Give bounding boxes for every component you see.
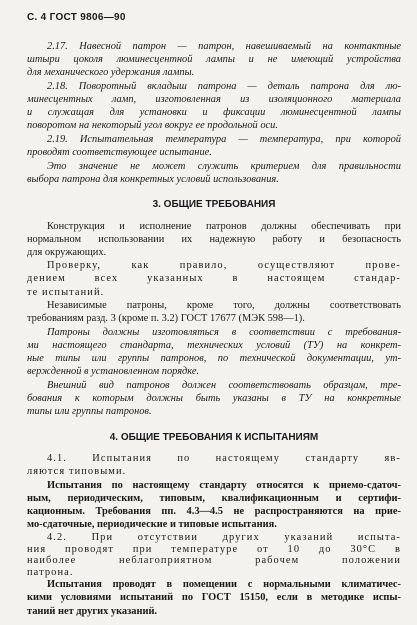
text-line: ния проводят при температуре от 10 до 30°С в xyxy=(27,543,401,555)
definition-2-19 xyxy=(27,133,401,159)
text-line: 2.18. Поворотный вкладыш патрона — деталь патрона для лю- xyxy=(47,80,401,92)
text-line: Независимые патроны, кроме того, должны соответствовать xyxy=(47,300,401,312)
text-line: Конструкция и исполнение патронов должны обеспечивать при xyxy=(47,220,401,232)
text-line: 4.2. При отсутствии других указаний испыта- xyxy=(47,532,401,544)
text-line: для окружающих. xyxy=(27,246,107,258)
text-line: мо-сдаточные, периодические и типовые испытания. xyxy=(27,519,277,531)
section-3-paragraph-4 xyxy=(27,326,401,378)
text-line: минесцентных ламп, изготовленная из изоляционного материала xyxy=(27,93,401,105)
section-4-paragraph-1 xyxy=(27,452,401,478)
section-4-title: 4. ОБЩИЕ ТРЕБОВАНИЯ К ИСПЫТАНИЯМ xyxy=(109,431,319,443)
text-line: 4.1. Испытания по настоящему стандарту яв- xyxy=(47,453,401,465)
text-line: патрона. xyxy=(27,566,74,578)
section-4-paragraph-4 xyxy=(27,578,401,617)
text-line: наиболее неблагоприятном рабочем положении xyxy=(27,555,401,567)
section-3-title: 3. ОБЩИЕ ТРЕБОВАНИЯ xyxy=(152,198,276,210)
text-line: типы или группы патронов. xyxy=(27,406,152,418)
text-line: кационным. Требования пп. 4.3—4.5 не распространяются на прие- xyxy=(27,505,401,517)
section-3-paragraph-5 xyxy=(27,379,401,418)
definition-2-18 xyxy=(27,80,401,132)
text-line: Это значение не может служить критерием для правильности xyxy=(47,160,401,172)
section-3-paragraph-1 xyxy=(27,220,401,259)
text-line: вержденной в установленном порядке. xyxy=(27,366,200,378)
definition-2-17 xyxy=(27,40,401,79)
text-line: ми настоящего стандарта, технических условий (ТУ) на конкрет- xyxy=(27,339,401,351)
section-4-paragraph-3 xyxy=(27,532,401,578)
text-line: 2.17. Навесной патрон — патрон, навешиваемый на контактные xyxy=(47,41,401,52)
text-line: и служащая для установки и фиксации люминесцентной лампы xyxy=(27,106,401,118)
text-line: Испытания проводят в помещении с нормальными климатичес- xyxy=(47,579,401,591)
text-line: ным, периодическим, типовым, квалификационным и сертифи- xyxy=(27,492,401,504)
text-line: выбора патрона для конкретных условий использования. xyxy=(27,173,279,185)
section-3-paragraph-3 xyxy=(27,299,401,325)
text-line: те испытаний. xyxy=(27,286,105,298)
text-line: кими условиями испытаний по ГОСТ 15150, если в методике испы- xyxy=(27,592,401,604)
text-line: 2.19. Испытательная температура — температура, при которой xyxy=(47,134,401,146)
text-line: ные типы или группы патронов, по технической документации, ут- xyxy=(27,352,401,364)
text-line: проводят соответствующее испытание. xyxy=(27,147,212,159)
text-line: для механического удержания лампы. xyxy=(27,67,195,79)
text-line: требованиям разд. 3 (кроме п. 3.2) ГОСТ 17677 (МЭК 598—1). xyxy=(27,313,305,325)
text-line: нормальном использовании их надежную работу и безопасность xyxy=(27,233,401,245)
text-line: бования к которым должны быть указаны в ТУ на конкретные xyxy=(27,393,401,405)
text-line: ляются типовыми. xyxy=(27,466,127,478)
definition-note xyxy=(27,160,401,186)
section-4-paragraph-2 xyxy=(27,479,401,531)
text-line: поворотом на некоторый угол вокруг ее продольной оси. xyxy=(27,119,278,131)
text-line: дением всех указанных в настоящем стандар- xyxy=(27,273,401,285)
text-line: Патроны должны изготовляться в соответствии с требования- xyxy=(47,326,401,338)
section-3-paragraph-2 xyxy=(27,259,401,298)
text-line: Испытания по настоящему стандарту относятся к приемо-сдаточ- xyxy=(47,479,401,491)
text-line: Внешний вид патронов должен соответствовать образцам, тре- xyxy=(47,380,401,392)
text-line: Проверку, как правило, осуществляют прове- xyxy=(47,260,401,272)
text-line: таний нет других указаний. xyxy=(27,605,158,617)
page-header: С. 4 ГОСТ 9806—90 xyxy=(27,12,126,23)
text-line: штыри цоколя люминесцентной лампы и не имеющий устройства xyxy=(27,54,401,66)
